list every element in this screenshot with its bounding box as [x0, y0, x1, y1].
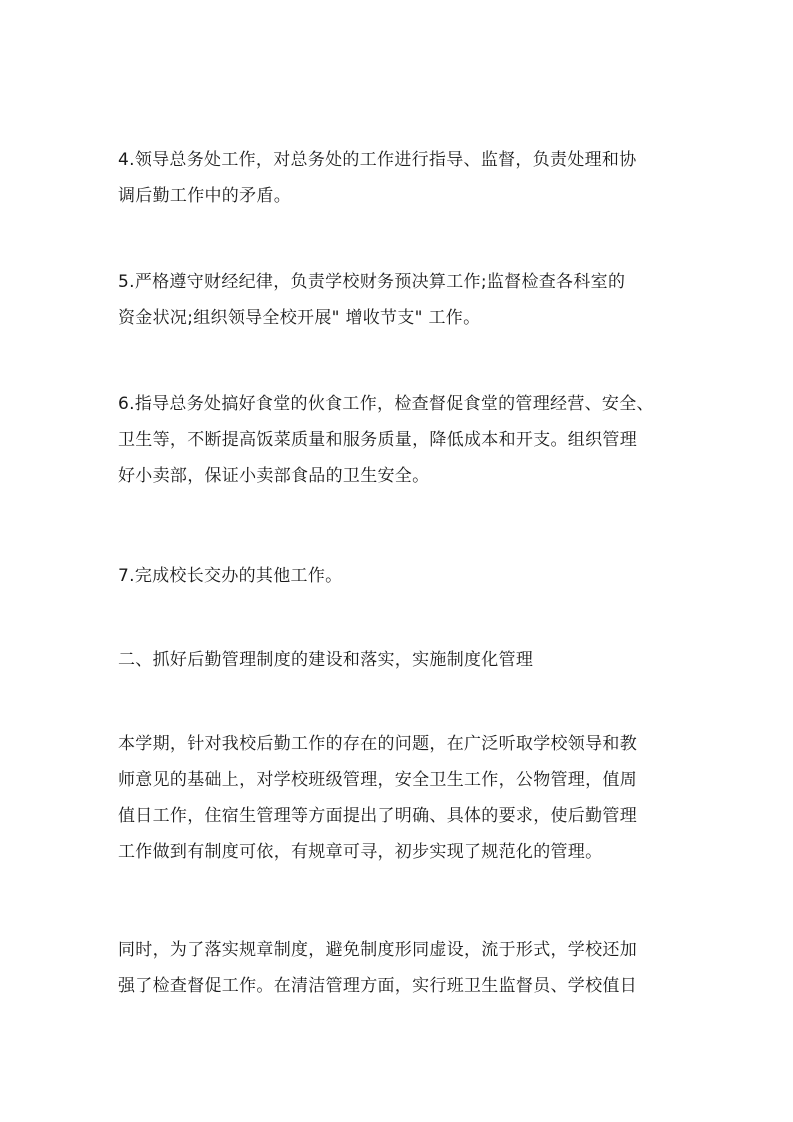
text-line: 6.指导总务处搞好食堂的伙食工作，检查督促食堂的管理经营、安全、 — [118, 394, 654, 414]
text-line: 4.领导总务处工作，对总务处的工作进行指导、监督，负责处理和协 — [118, 150, 637, 170]
text-line: 师意见的基础上，对学校班级管理，安全卫生工作，公物管理，值周 — [118, 770, 637, 790]
text-line: 7.完成校长交办的其他工作。 — [118, 566, 343, 586]
text-line: 工作做到有制度可依，有规章可寻，初步实现了规范化的管理。 — [118, 842, 603, 862]
text-line: 值日工作，住宿生管理等方面提出了明确、具体的要求，使后勤管理 — [118, 806, 637, 826]
text-line: 同时，为了落实规章制度，避免制度形同虚设，流于形式，学校还加 — [118, 940, 637, 960]
paragraph-item-5 — [118, 264, 678, 336]
paragraph-meanwhile — [118, 932, 678, 1004]
section-heading — [118, 642, 678, 678]
text-line: 5.严格遵守财经纪律，负责学校财务预决算工作;监督检查各科室的 — [118, 272, 626, 292]
text-line: 好小卖部，保证小卖部食品的卫生安全。 — [118, 466, 430, 486]
text-line: 强了检查督促工作。在清洁管理方面，实行班卫生监督员、学校值日 — [118, 976, 637, 996]
heading-line: 二、抓好后勤管理制度的建设和落实，实施制度化管理 — [118, 650, 534, 670]
text-line: 资金状况;组织领导全校开展" 增收节支" 工作。 — [118, 308, 481, 328]
paragraph-item-4 — [118, 142, 678, 214]
paragraph-item-7 — [118, 558, 678, 594]
paragraph-item-6 — [118, 386, 678, 494]
text-line: 本学期，针对我校后勤工作的存在的问题，在广泛听取学校领导和教 — [118, 734, 637, 754]
paragraph-this-semester — [118, 726, 678, 870]
text-line: 卫生等，不断提高饭菜质量和服务质量，降低成本和开支。组织管理 — [118, 430, 637, 450]
text-line: 调后勤工作中的矛盾。 — [118, 186, 291, 206]
